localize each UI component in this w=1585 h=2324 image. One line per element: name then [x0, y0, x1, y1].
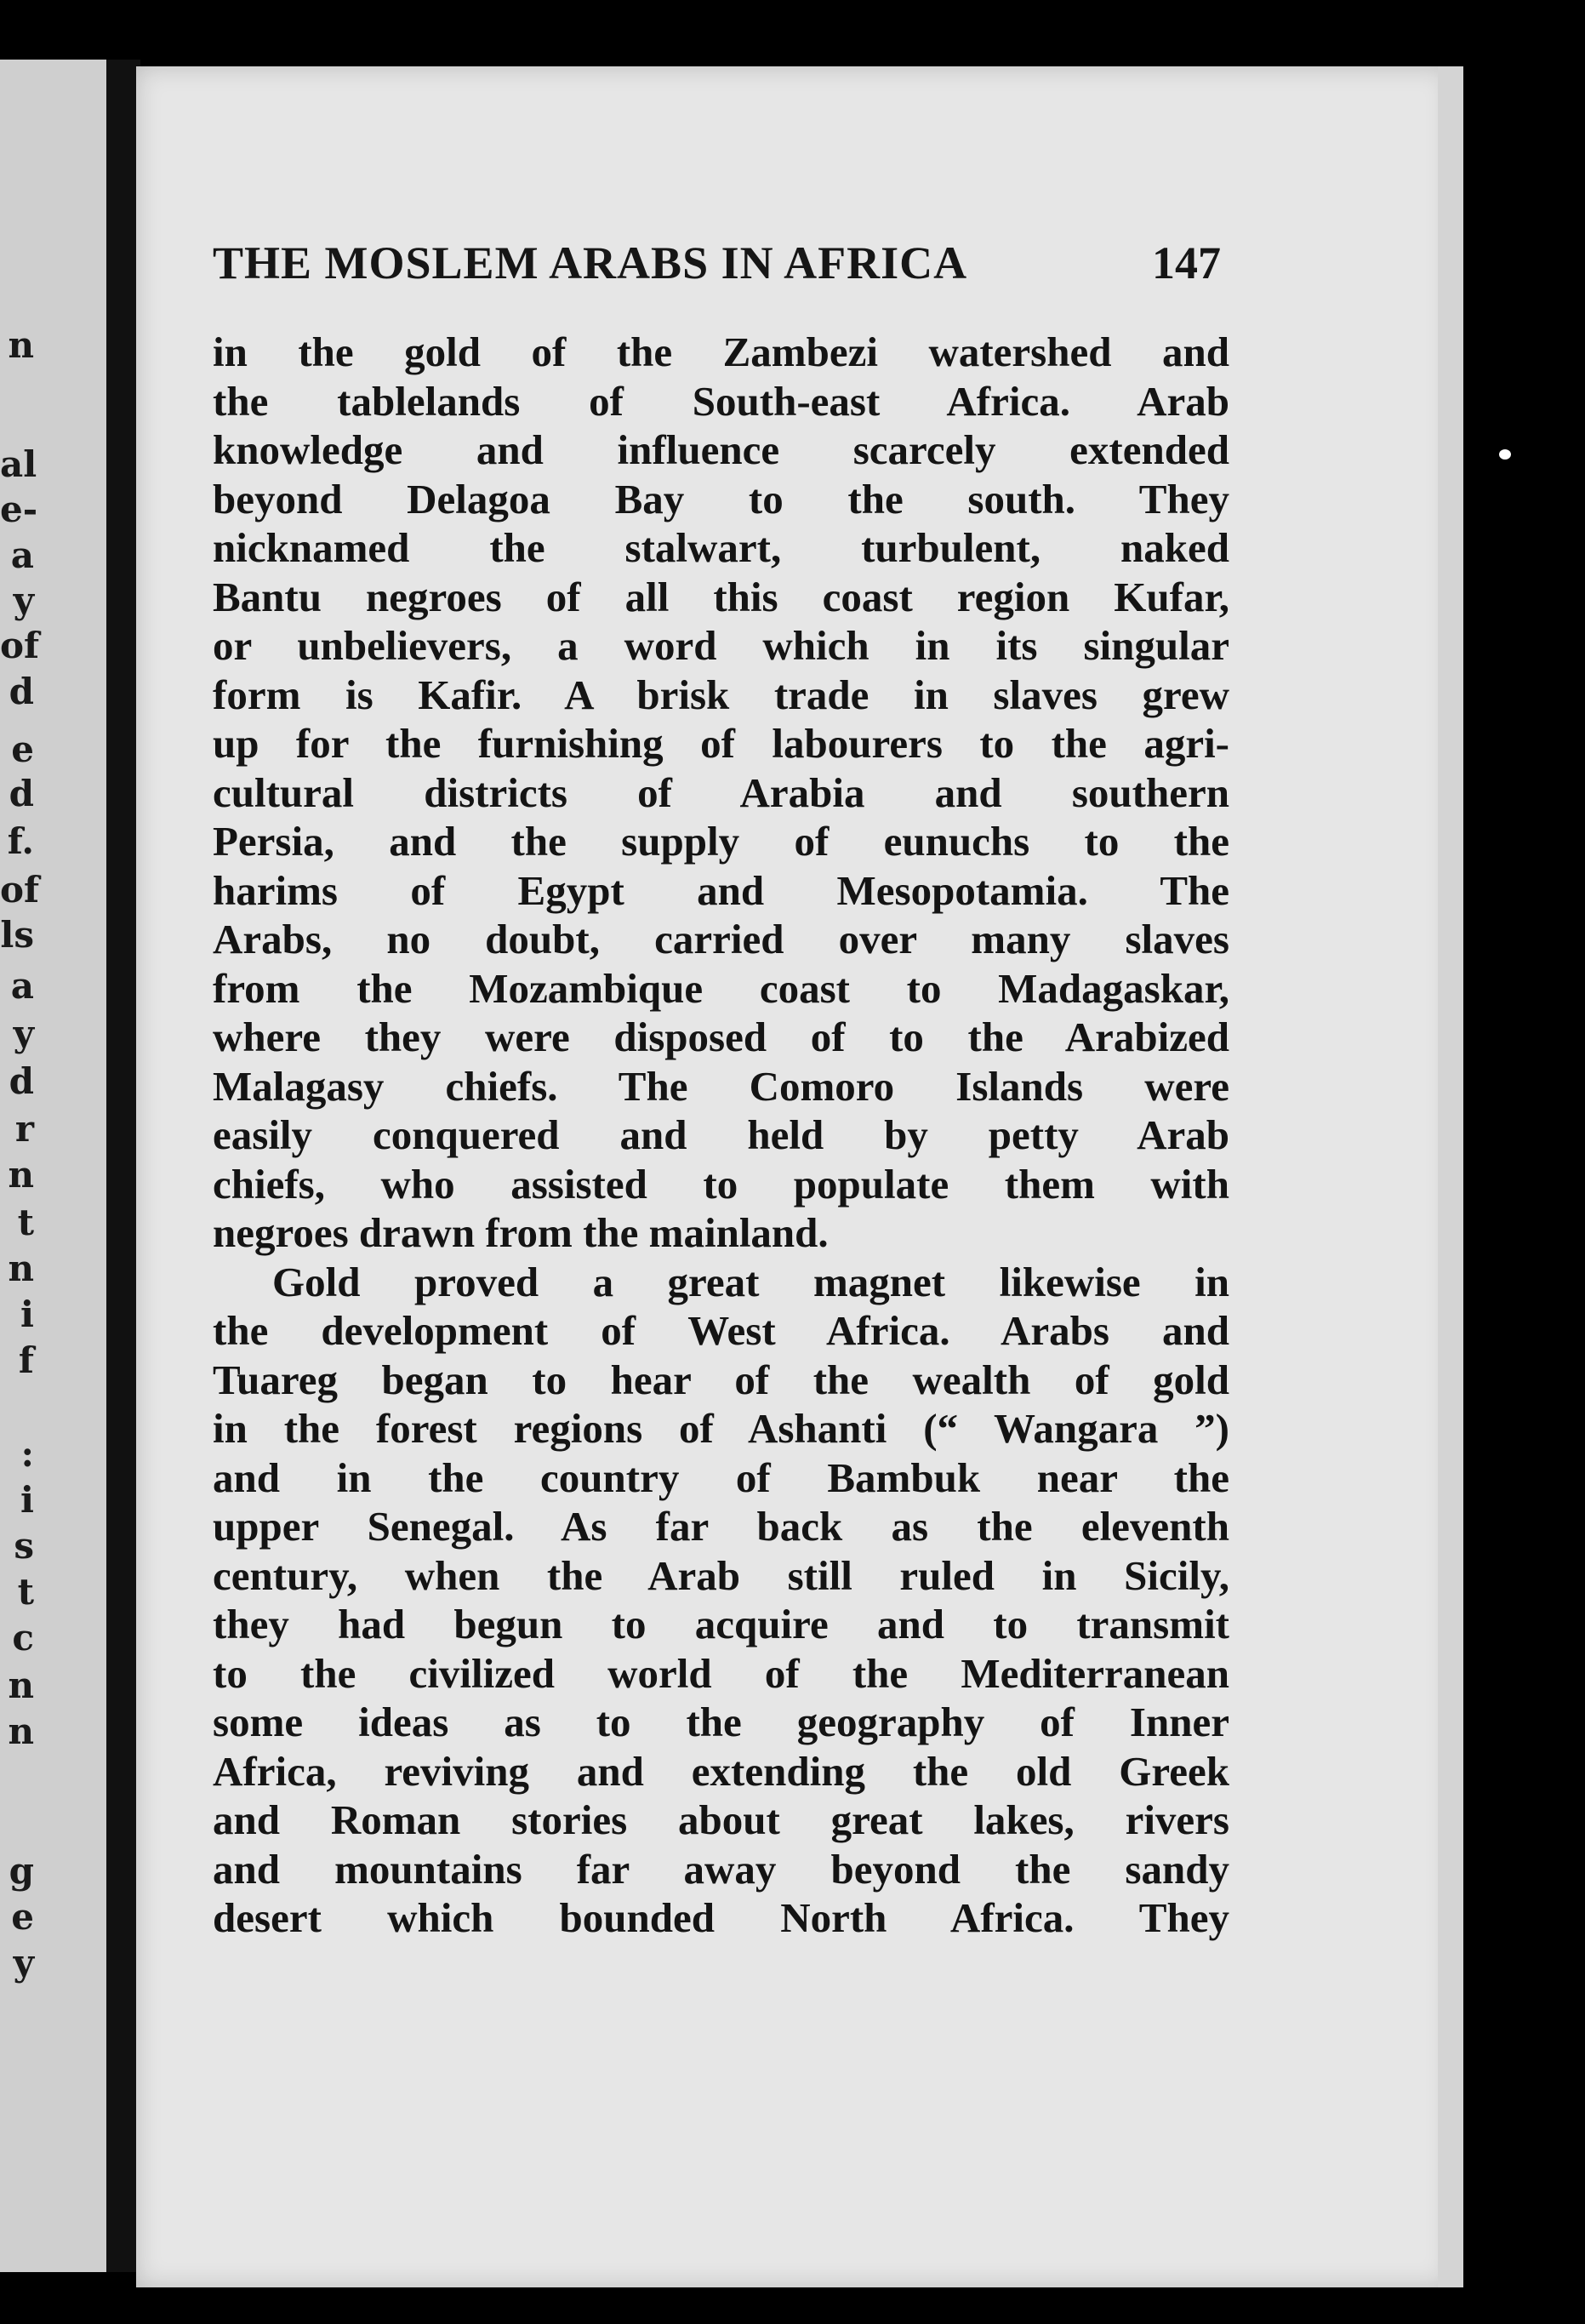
left-fragment: d: [9, 773, 34, 814]
text-line: Persia, and the supply of eunuchs to the: [213, 818, 1229, 865]
text-line: century, when the Arab still ruled in Sicily,: [213, 1551, 1229, 1599]
text-line: and mountains far away beyond the sandy: [213, 1845, 1229, 1893]
text-line: Africa, reviving and extending the old Greek: [213, 1747, 1229, 1795]
text-line: in the gold of the Zambezi watershed and: [213, 328, 1229, 375]
left-fragment: d: [9, 1060, 34, 1102]
book-gutter: [106, 60, 140, 2272]
scan-speck: [1499, 449, 1511, 460]
text-line: and in the country of Bambuk near the: [213, 1453, 1229, 1501]
body-text: [213, 328, 1229, 1943]
text-line: knowledge and influence scarcely extended: [213, 426, 1229, 473]
left-fragment: :: [20, 1433, 34, 1475]
left-fragment: a: [10, 965, 34, 1007]
left-fragment: g: [9, 1850, 34, 1892]
text-line: form is Kafir. A brisk trade in slaves grew: [213, 671, 1229, 718]
text-line: chiefs, who assisted to populate them with: [213, 1160, 1229, 1208]
left-fragment: a: [10, 534, 34, 576]
left-fragment: e: [11, 728, 34, 770]
left-fragment: n: [8, 1664, 34, 1706]
left-fragment: y: [13, 1942, 34, 1984]
left-fragment: i: [20, 1479, 34, 1521]
left-fragment: e-: [0, 488, 38, 530]
left-fragment: t: [17, 1571, 34, 1613]
text-line: in the forest regions of Ashanti (“ Wangara ”): [213, 1405, 1229, 1452]
text-line: where they were disposed of to the Arabized: [213, 1014, 1229, 1060]
left-fragment: d: [9, 671, 34, 712]
left-fragment: n: [8, 1154, 34, 1196]
text-line: from the Mozambique coast to Madagaskar,: [213, 964, 1229, 1012]
left-fragment: i: [20, 1293, 34, 1335]
text-line: easily conquered and held by petty Arab: [213, 1111, 1229, 1158]
left-fragment: y: [13, 1013, 34, 1054]
left-fragment: f.: [7, 820, 34, 862]
left-fragment: of: [0, 869, 40, 911]
left-fragment: s: [14, 1525, 34, 1567]
text-line: desert which bounded North Africa. They: [213, 1894, 1229, 1941]
left-fragment: t: [17, 1202, 34, 1243]
page-header: [213, 237, 1221, 296]
text-line: upper Senegal. As far back as the eleventh: [213, 1503, 1229, 1550]
text-line: Tuareg began to hear of the wealth of gold: [213, 1356, 1229, 1403]
text-line: negroes drawn from the mainland.: [213, 1209, 829, 1256]
text-line: Gold proved a great magnet likewise in: [272, 1258, 1229, 1305]
text-line: harims of Egypt and Mesopotamia. The: [213, 866, 1229, 914]
text-line: and Roman stories about great lakes, rivers: [213, 1796, 1229, 1843]
left-fragment: f: [18, 1339, 34, 1381]
running-head: THE MOSLEM ARABS IN AFRICA: [213, 237, 968, 288]
left-fragment: n: [8, 1710, 34, 1752]
text-line: Bantu negroes of all this coast region Kufar,: [213, 573, 1229, 620]
text-line: they had begun to acquire and to transmit: [213, 1601, 1229, 1647]
left-fragment: of: [0, 625, 40, 666]
left-fragment: ls: [0, 914, 34, 956]
left-fragment: e: [11, 1896, 34, 1938]
page-number: 147: [1152, 237, 1221, 288]
text-line: beyond Delagoa Bay to the south. They: [213, 475, 1229, 522]
left-fragment: c: [12, 1617, 34, 1659]
text-line: cultural districts of Arabia and southern: [213, 768, 1229, 816]
text-line: or unbelievers, a word which in its singular: [213, 622, 1229, 669]
left-fragment: r: [14, 1108, 34, 1150]
text-line: some ideas as to the geography of Inner: [213, 1699, 1229, 1745]
text-line: Arabs, no doubt, carried over many slaves: [213, 916, 1229, 962]
left-fragment: n: [8, 1248, 34, 1289]
text-line: up for the furnishing of labourers to the agri-: [213, 720, 1229, 767]
facing-page-fragment: [0, 60, 106, 2272]
text-line: the tablelands of South-east Africa. Arab: [213, 377, 1229, 425]
page-edge: [1438, 66, 1463, 2287]
left-fragment: al: [0, 443, 37, 485]
text-line: nicknamed the stalwart, turbulent, naked: [213, 524, 1229, 571]
left-fragment: y: [13, 580, 34, 621]
text-line: the development of West Africa. Arabs and: [213, 1307, 1229, 1354]
text-line: Malagasy chiefs. The Comoro Islands were: [213, 1062, 1229, 1110]
text-line: to the civilized world of the Mediterranean: [213, 1649, 1229, 1697]
left-fragment: n: [8, 324, 34, 366]
